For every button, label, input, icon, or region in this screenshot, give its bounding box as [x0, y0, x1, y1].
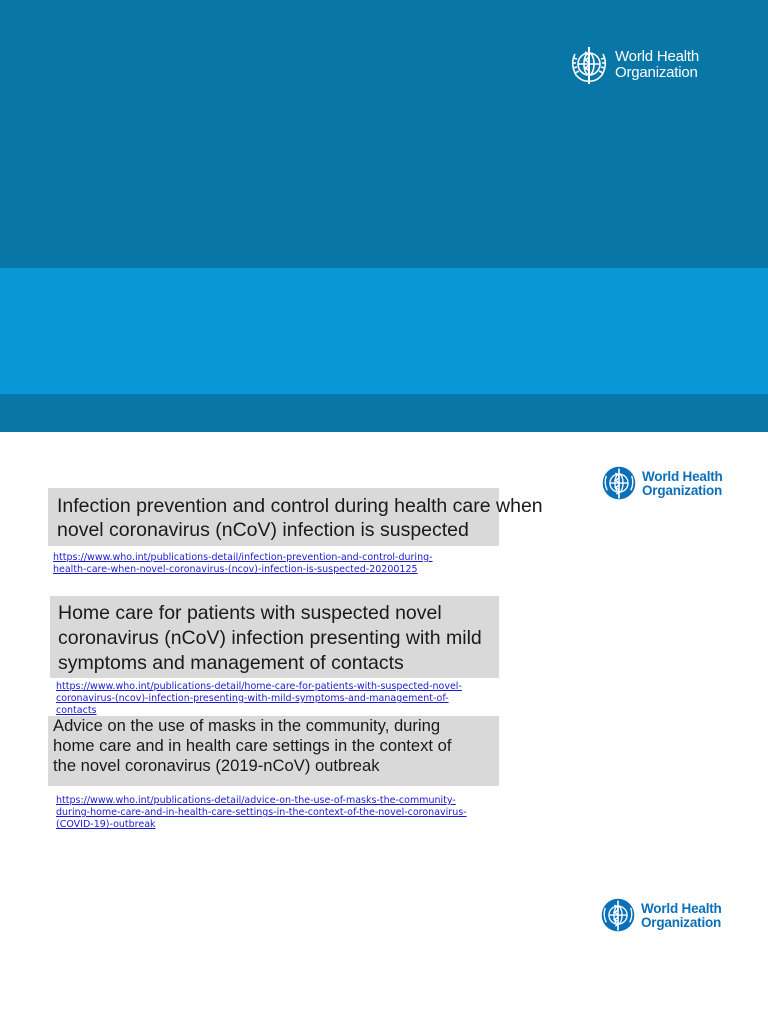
document-link-3[interactable] [56, 795, 467, 831]
who-emblem-icon [598, 897, 638, 935]
document-title-line: Infection prevention and control during health care when [57, 495, 543, 517]
logo-name-line1: World Health [615, 48, 700, 66]
logo-name-line2: Organization [615, 64, 698, 81]
document-title-line: symptoms and management of contacts [58, 652, 404, 674]
who-emblem-icon [567, 44, 611, 86]
logo-name-line1: World Health [642, 468, 723, 484]
document-title-line: Home care for patients with suspected novel [58, 602, 442, 624]
link-line[interactable]: contacts [56, 705, 97, 716]
document-title-box-1 [48, 488, 543, 546]
document-title-box-3 [48, 716, 499, 786]
link-line[interactable]: (COVID-19)-outbreak [56, 819, 156, 830]
document-title-line: novel coronavirus (nCoV) infection is suspected [57, 519, 469, 541]
header-band-top [0, 0, 768, 268]
document-title-box-2 [50, 596, 499, 678]
link-line[interactable]: https://www.who.int/publications-detail/infection-prevention-and-control-during- [53, 552, 433, 563]
document-link-1[interactable] [53, 552, 433, 576]
link-line[interactable]: health-care-when-novel-coronavirus-(ncov)-infection-is-suspected-20200125 [53, 564, 418, 575]
logo-name-line1: World Health [641, 900, 722, 916]
who-emblem-icon [599, 465, 639, 503]
document-title-line: the novel coronavirus (2019-nCoV) outbreak [53, 756, 380, 775]
header-band-bottom [0, 394, 768, 432]
document-link-2[interactable] [56, 681, 462, 717]
logo-name-line2: Organization [642, 483, 723, 498]
link-line[interactable]: during-home-care-and-in-health-care-settings-in-the-context-of-the-novel-coronavirus- [56, 807, 467, 818]
logo-name-line2: Organization [641, 915, 722, 930]
link-line[interactable]: coronavirus-(ncov)-infection-presenting-with-mild-symptoms-and-management-of- [56, 693, 449, 704]
who-logo-bottom [598, 897, 722, 935]
who-logo-top-right [599, 465, 723, 503]
document-title-line: Advice on the use of masks in the community, during [53, 716, 441, 735]
document-title-line: home care and in health care settings in the context of [53, 736, 452, 755]
who-logo-header [567, 44, 699, 86]
header-band-middle [0, 268, 768, 394]
link-line[interactable]: https://www.who.int/publications-detail/home-care-for-patients-with-suspected-novel- [56, 681, 462, 692]
document-title-line: coronavirus (nCoV) infection presenting with mild [58, 627, 482, 649]
link-line[interactable]: https://www.who.int/publications-detail/advice-on-the-use-of-masks-the-community- [56, 795, 456, 806]
